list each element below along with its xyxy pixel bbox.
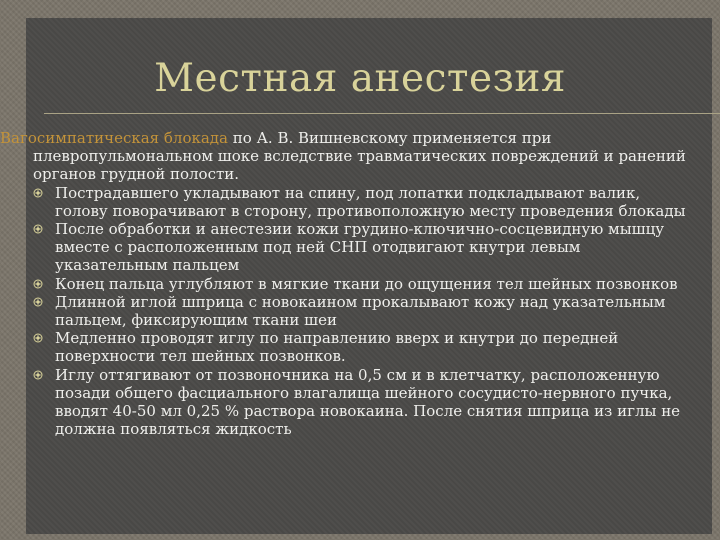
slide-body — [0, 129, 697, 439]
slide-title: Местная анестезия — [154, 56, 566, 101]
intro-line1-rest: по А. В. Вишневскому применяется при — [228, 129, 552, 147]
list-item — [33, 220, 697, 275]
ornamental-bullet-icon — [33, 188, 43, 198]
list-item — [33, 329, 697, 365]
ornamental-bullet-icon — [33, 279, 43, 289]
list-item — [33, 366, 697, 439]
list-item — [33, 275, 697, 293]
list-item-text: Длинной иглой шприца с новокаином прокалывают кожу над указательным пальцем, фиксирующим ткани шеи — [55, 292, 666, 330]
intro-paragraph — [0, 129, 697, 184]
bullet-list — [33, 184, 697, 439]
ornamental-bullet-icon — [33, 297, 43, 307]
intro-rest: плевропульмональном шоке вследствие травматических повреждений и ранений органов грудной полости. — [33, 147, 686, 184]
intro-highlight: Вагосимпатическая блокада — [0, 129, 228, 147]
list-item — [33, 184, 697, 220]
title-divider — [44, 113, 720, 114]
list-item — [33, 293, 697, 329]
list-item-text: Иглу оттягивают от позвоночника на 0,5 см и в клетчатку, расположенную позади общего фасциального влагалища шейного сосудисто-нервного пучка, вводят 40-50 мл 0,25 % раствора новокаина. После снятия шприца из иглы не должна появляться жидкость — [55, 365, 681, 439]
ornamental-bullet-icon — [33, 370, 43, 380]
ornamental-bullet-icon — [33, 333, 43, 343]
ornamental-bullet-icon — [33, 224, 43, 234]
intro-first-line — [0, 129, 697, 147]
list-item-text: Пострадавшего укладывают на спину, под лопатки подкладывают валик, голову поворачивают в сторону, противоположную месту проведения блокады — [55, 183, 686, 220]
list-item-text: Конец пальца углубляют в мягкие ткани до ощущения тел шейных позвонков — [55, 274, 678, 293]
list-item-text: Медленно проводят иглу по направлению вверх и кнутри до передней поверхности тел шейных позвонков. — [55, 329, 619, 366]
list-item-text: После обработки и анестезии кожи грудино-ключично-сосцевидную мышцу вместе с расположенным под ней СНП отодвигают кнутри левым указательным пальцем — [55, 220, 665, 275]
